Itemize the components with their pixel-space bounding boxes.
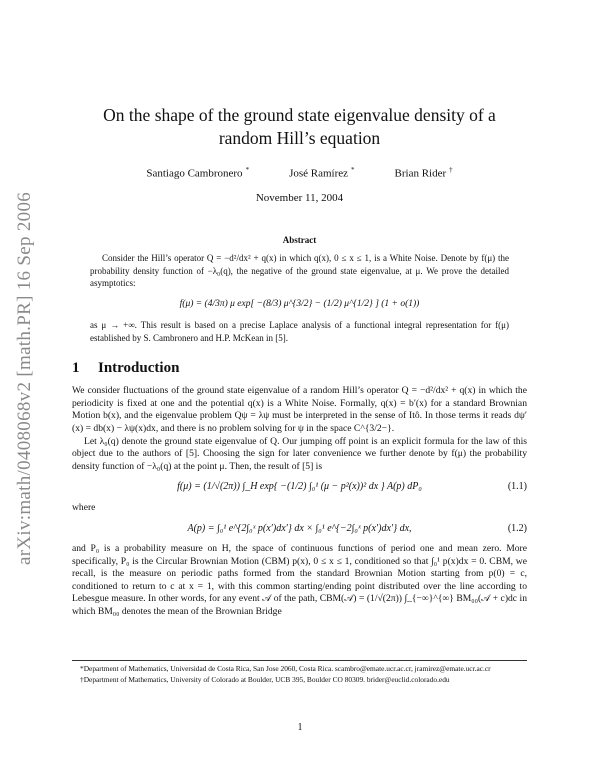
author: José Ramírez *: [289, 166, 355, 180]
equation-text: f(μ) = (1/√(2π)) ∫_H exp{ −(1/2) ∫₀¹ (μ − p²(x))² dx } A(p) dP₀: [177, 481, 422, 493]
paper-date: November 11, 2004: [255, 191, 344, 204]
footnotes: [72, 660, 527, 686]
abstract: [90, 234, 509, 345]
body-paragraph: We consider fluctuations of the ground state eigenvalue of a random Hill’s operator Q = −d²/dx² + q(x) in which the periodicity is fixed at one and the potential q(x) is a White Noise. Formally, q(x) = b′(x) for a standard Brownian Motion b(x), and the eigenvalue problem Qψ = λψ must be interpreted in the sense of Itô. In those terms it reads dψ′(x) = db(x) − λψ(x)dx, and there is no problem solving for ψ in the space C^{3/2−}.: [72, 385, 527, 434]
page-number: 1: [297, 722, 303, 733]
footnote: *Department of Mathematics, Universidad de Costa Rica, San Jose 2060, Costa Rica. scambro@emate.ucr.ac.cr, jramirez@emate.ucr.ac.cr: [80, 664, 491, 673]
equation-number: (1.1): [507, 481, 527, 493]
paper-page: [72, 0, 527, 619]
body-paragraph: and P₀ is a probability measure on H, the space of continuous functions of period one and mean zero. More specifically, P₀ is the Circular Brownian Motion (CBM) p(x), 0 ≤ x ≤ 1, conditioned so that ∫₀¹ p(x)dx = 0. CBM, we recall, is the measure on periodic paths formed from the standard Brownian Motion starting from p(0) = c, conditioned to return to c at x = 1, with this common starting/ending point distributed over the line according to Lebesgue measure. In other words, for any event 𝒜 of the path, CBM(𝒜) = (1/√(2π)) ∫_{−∞}^{∞} BM₀₀(𝒜 + c)dc in which BM₀₀ denotes the mean of the Brownian Bridge: [72, 543, 527, 618]
arxiv-stamp: arXiv:math/0408068v2 [math.PR] 16 Sep 2006: [14, 191, 35, 565]
paper-title: On the shape of the ground state eigenvalue density of a random Hill’s equation: [103, 105, 496, 148]
abstract-paragraph: Consider the Hill’s operator Q = −d²/dx² + q(x) in which q(x), 0 ≤ x ≤ 1, is a White Noise. Denote by f(μ) the probability density function of −λ₀(q), the negative of the ground state eigenvalue, at μ. We prove the detailed asymptotics:: [90, 253, 509, 289]
abstract-heading: Abstract: [282, 234, 317, 245]
equation-1-1: [72, 481, 527, 494]
body-text: where: [72, 501, 96, 513]
abstract-paragraph: as μ → +∞. This result is based on a precise Laplace analysis of a functional integral representation for f(μ) established by S. Cambronero and H.P. McKean in [5].: [90, 320, 509, 343]
equation-text: A(p) = ∫₀¹ e^{2∫₀ˣ p(x′)dx′} dx × ∫₀¹ e^{−2∫₀ˣ p(x′)dx′} dx,: [187, 522, 412, 534]
author: Santiago Cambronero *: [146, 166, 250, 180]
section-number: 1: [72, 360, 80, 377]
section-heading: [72, 360, 527, 377]
section-body: [72, 385, 527, 619]
section-title: Introduction: [98, 360, 180, 377]
footnote: †Department of Mathematics, University of Colorado at Boulder, UCB 395, Boulder CO 80309. brider@euclid.colorado.edu: [80, 675, 450, 684]
equation-number: (1.2): [507, 522, 527, 534]
equation-1-2: [72, 523, 527, 536]
abstract-equation: f(μ) = (4/3π) μ exp[ −(8/3) μ^{3/2} − (1/2) μ^{1/2} ] (1 + o(1)): [179, 298, 420, 309]
author: Brian Rider †: [394, 166, 453, 180]
body-paragraph: Let λ₀(q) denote the ground state eigenvalue of Q. Our jumping off point is an explicit formula for the law of this object due to the authors of [5]. Choosing the sign for later convenience we further denote by f(μ) the probability density function of −λ₀(q) at the point μ. Then, the result of [5] is: [72, 435, 527, 472]
author-list: [72, 166, 527, 180]
